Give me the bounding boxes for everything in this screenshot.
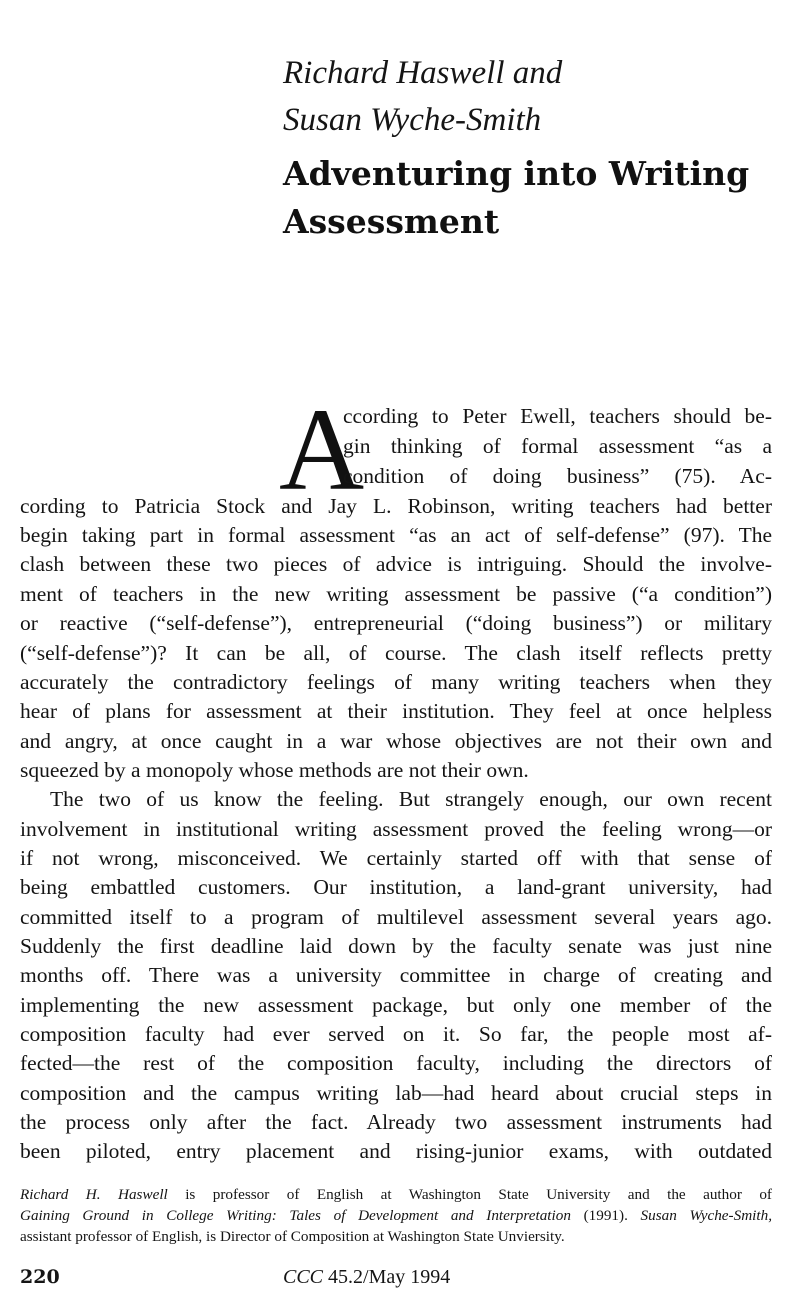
journal-issue: 45.2/May 1994 bbox=[323, 1266, 451, 1288]
body-line: (“self-defense”)? It can be all, of course. The clash itself reflects pretty bbox=[20, 641, 772, 665]
footnote-line-1 bbox=[20, 1186, 772, 1208]
authors-line-2: Susan Wyche-Smith bbox=[283, 102, 542, 138]
body-line: begin taking part in formal assessment “as an act of self-defense” (97). The bbox=[20, 523, 772, 547]
title-line-2: Assessment bbox=[283, 202, 500, 241]
body-line: cording to Patricia Stock and Jay L. Robinson, writing teachers had better bbox=[20, 494, 772, 518]
body-line: months off. There was a university committee in charge of creating and bbox=[20, 963, 772, 987]
author-footnote bbox=[20, 1186, 772, 1256]
footnote-author1-name: Richard H. Haswell bbox=[20, 1186, 168, 1203]
body-line: implementing the new assessment package, but only one member of the bbox=[20, 993, 772, 1017]
journal-abbrev: CCC bbox=[283, 1266, 324, 1288]
body-line: being embattled customers. Our institution, a land-grant university, had bbox=[20, 875, 772, 899]
footnote-line-3: assistant professor of English, is Director of Composition at Washington State Unviersity. bbox=[20, 1228, 565, 1245]
footnote-book-title: Gaining Ground in College Writing: Tales of Development and Interpretation bbox=[20, 1207, 571, 1224]
body-line: accurately the contradictory feelings of many writing teachers when they bbox=[20, 670, 772, 694]
body-line: committed itself to a program of multilevel assessment several years ago. bbox=[20, 905, 772, 929]
footnote-line-2 bbox=[20, 1207, 772, 1229]
article-body bbox=[20, 0, 772, 1163]
drop-cap: A bbox=[279, 384, 365, 515]
body-line: clash between these two pieces of advice is intriguing. Should the involve- bbox=[20, 552, 772, 576]
body-line: ccording to Peter Ewell, teachers should be- bbox=[343, 404, 772, 428]
body-line: or reactive (“self-defense”), entrepreneurial (“doing business”) or military bbox=[20, 611, 772, 635]
body-line: condition of doing business” (75). Ac- bbox=[343, 464, 772, 488]
body-line: gin thinking of formal assessment “as a bbox=[343, 434, 772, 458]
body-line: fected—the rest of the composition faculty, including the directors of bbox=[20, 1051, 772, 1075]
body-line: squeezed by a monopoly whose methods are not their own. bbox=[20, 758, 529, 782]
body-line: hear of plans for assessment at their institution. They feel at once helpless bbox=[20, 699, 772, 723]
body-line: involvement in institutional writing assessment proved the feeling wrong—or bbox=[20, 817, 772, 841]
body-line: if not wrong, misconceived. We certainly started off with that sense of bbox=[20, 846, 772, 870]
body-line: composition and the campus writing lab—had heard about crucial steps in bbox=[20, 1081, 772, 1105]
body-line: composition faculty had ever served on it. So far, the people most af- bbox=[20, 1022, 772, 1046]
body-line: Suddenly the first deadline laid down by the faculty senate was just nine bbox=[20, 934, 772, 958]
journal-citation bbox=[283, 1266, 450, 1289]
authors-line-1: Richard Haswell and bbox=[283, 55, 563, 91]
body-line: the process only after the fact. Already two assessment instruments had bbox=[20, 1110, 772, 1134]
page-number: 220 bbox=[20, 1266, 60, 1288]
body-line: and angry, at once caught in a war whose objectives are not their own and bbox=[20, 729, 772, 753]
body-line: been piloted, entry placement and rising-junior exams, with outdated bbox=[20, 1139, 772, 1163]
title-line-1: Adventuring into Writing bbox=[283, 154, 750, 193]
footnote-book-year: (1991). bbox=[570, 1207, 641, 1224]
footnote-author1-text: is professor of English at Washington State University and the author of bbox=[167, 1186, 772, 1203]
body-line: The two of us know the feeling. But strangely enough, our own recent bbox=[50, 787, 772, 811]
footnote-author2-name: Susan Wyche-Smith, bbox=[640, 1207, 772, 1224]
body-line: ment of teachers in the new writing assessment be passive (“a condition”) bbox=[20, 582, 772, 606]
